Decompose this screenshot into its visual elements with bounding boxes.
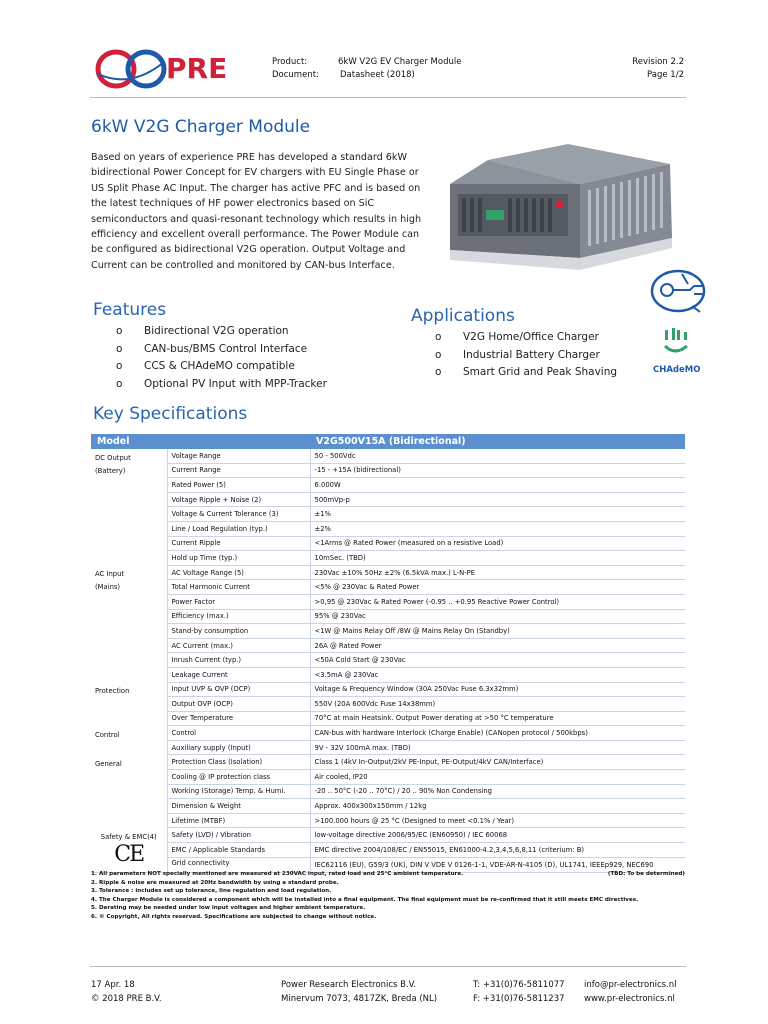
table-row	[91, 463, 685, 478]
product-image	[448, 138, 688, 283]
param-cell: Lifetime (MTBF)	[167, 813, 310, 828]
revision: Revision 2.2	[632, 57, 684, 67]
email-link[interactable]: info@pr-electronics.nl	[584, 980, 677, 990]
param-cell: Output OVP (OCP)	[167, 697, 310, 712]
param-cell: Cooling @ IP protection class	[167, 770, 310, 785]
group-label-safety	[91, 828, 167, 873]
document-label: Document:	[272, 70, 319, 80]
website-link[interactable]: www.pr-electronics.nl	[584, 993, 675, 1004]
chademo-label: CHAdeMO	[653, 365, 701, 375]
footer-date: 17 Apr. 18	[91, 980, 135, 990]
product-value: 6kW V2G EV Charger Module	[338, 57, 462, 67]
table-row	[91, 726, 685, 741]
table-row	[91, 799, 685, 814]
value-cell: 95% @ 230Vac	[310, 609, 685, 624]
company-name: Power Research Electronics B.V.	[281, 980, 417, 990]
value-cell: Approx. 400x300x150mm / 12kg	[310, 799, 685, 814]
param-cell: Voltage & Current Tolerance (3)	[167, 507, 310, 522]
fax-number: F: +31(0)76-5811237	[473, 993, 565, 1004]
table-row	[91, 740, 685, 755]
value-cell: -20 .. 50°C (-20 .. 70°C) / 20 .. 90% Non Condensing	[310, 784, 685, 799]
note-1: 1. All parameters NOT specially mentioned are measured at 230VAC input, rated load and 25°C ambient temperature. (TBD: To be determined)	[91, 871, 685, 877]
param-cell: Voltage Ripple + Noise (2)	[167, 492, 310, 507]
group-label: General	[95, 759, 122, 768]
footer-left	[91, 979, 162, 1006]
value-cell: Voltage & Frequency Window (30A 250Vac Fuse 6.3x32mm)	[310, 682, 685, 697]
value-cell: Air cooled, IP20	[310, 770, 685, 785]
param-cell: Power Factor	[167, 594, 310, 609]
application-item: o Smart Grid and Peak Shaving	[435, 366, 618, 378]
value-cell: <3.5mA @ 230Vac	[310, 667, 685, 682]
param-cell: Total Harmonic Current	[167, 580, 310, 595]
table-row	[91, 755, 685, 770]
v2g-plug-icon	[648, 266, 712, 316]
table-row	[91, 492, 685, 507]
table-row	[91, 843, 685, 858]
footer-contact	[584, 979, 677, 1006]
table-row	[91, 565, 685, 580]
footer-phone	[473, 979, 565, 1006]
value-cell: EMC directive 2004/108/EC / EN55015, EN61000-4.2,3,4,5,6,8,11 (criterium: B)	[310, 843, 685, 858]
chademo-logo-icon	[660, 328, 690, 358]
value-cell: 50 - 500Vdc	[310, 449, 685, 463]
applications-heading: Applications	[411, 306, 515, 326]
group-label: Safety & EMC(4)	[100, 832, 157, 841]
value-cell: ±2%	[310, 521, 685, 536]
param-cell: Rated Power (5)	[167, 478, 310, 493]
param-cell: Inrush Current (typ.)	[167, 653, 310, 668]
value-cell: IEC62116 (EU), G59/3 (UK), DIN V VDE V 0126-1-1, VDE-AR-N-4105 (D), UL1741, IEEEp929, NEC690	[310, 857, 685, 873]
note-5: 5. Derating may be needed under low input voltages and higher ambient temperature.	[91, 905, 366, 912]
group-label: Control	[95, 730, 120, 739]
param-cell: Control	[167, 726, 310, 741]
param-cell: Grid connectivity	[167, 857, 310, 873]
ce-mark-icon: CE	[114, 841, 144, 867]
intro-paragraph: Based on years of experience PRE has developed a standard 6kW bidirectional Power Concept for EV chargers with EU Single Phase or US Split Phase AC Input. The charger has active PFC and is based on the latest techniques of HF power electronics based on SiC semiconductors and quasi-resonant technology which results in high efficiency and excellent overall performance. The Power Module can be configured as bidirectional V2G operation. Output Voltage and Current can be controlled and monitored by CAN-bus Interface.	[91, 152, 422, 271]
value-cell: -15 - +15A (bidirectional)	[310, 463, 685, 478]
note-2: 2. Ripple & noise are measured at 20Hz bandwidth by using a standard probe.	[91, 879, 339, 886]
phone-number: T: +31(0)76-5811077	[473, 980, 565, 990]
param-cell: Hold up Time (typ.)	[167, 551, 310, 566]
param-cell: Line / Load Regulation (typ.)	[167, 521, 310, 536]
value-cell: >100.000 hours @ 25 °C (Designed to meet <0.1% / Year)	[310, 813, 685, 828]
tbd-note: (TBD: To be determined)	[607, 871, 685, 877]
param-cell: Working (Storage) Temp. & Humi.	[167, 784, 310, 799]
table-row	[91, 667, 685, 682]
param-cell: AC Voltage Range (5)	[167, 565, 310, 580]
page-title: 6kW V2G Charger Module	[91, 117, 311, 137]
table-row	[91, 697, 685, 712]
feature-item: o CCS & CHAdeMO compatible	[116, 360, 295, 372]
logo-text: PRE	[166, 52, 228, 85]
value-cell: 10mSec. (TBD)	[310, 551, 685, 566]
param-cell: Protection Class (Isolation)	[167, 755, 310, 770]
header-rule	[90, 97, 686, 98]
specs-heading: Key Specifications	[93, 404, 248, 424]
value-cell: 230Vac ±10% 50Hz ±2% (6.5kVA max.) L-N-PE	[310, 565, 685, 580]
table-row	[91, 682, 685, 697]
table-row	[91, 536, 685, 551]
value-cell: 70°C at main Heatsink. Output Power derating at >50 °C temperature	[310, 711, 685, 726]
value-cell: CAN-bus with hardware Interlock (Charge Enable) (CANopen protocol / 500kbps)	[310, 726, 685, 741]
param-cell: Over Temperature	[167, 711, 310, 726]
param-cell: Dimension & Weight	[167, 799, 310, 814]
param-cell: Auxiliary supply (Input)	[167, 740, 310, 755]
table-row	[91, 580, 685, 595]
value-cell: 550V (20A 600Vdc Fuse 14x38mm)	[310, 697, 685, 712]
table-row	[91, 813, 685, 828]
param-cell: AC Current (max.)	[167, 638, 310, 653]
table-row	[91, 638, 685, 653]
application-item: o Industrial Battery Charger	[435, 348, 600, 361]
footer-company	[281, 979, 437, 1006]
table-row	[91, 449, 685, 463]
param-cell: Leakage Current	[167, 667, 310, 682]
value-cell: 500mVp-p	[310, 492, 685, 507]
footer-rule	[90, 966, 686, 967]
application-item: o V2G Home/Office Charger	[435, 331, 599, 343]
param-cell: Efficiency (max.)	[167, 609, 310, 624]
param-cell: Voltage Range	[167, 449, 310, 463]
value-cell: Class 1 (4kV In-Output/2kV PE-Input, PE-Output/4kV CAN/Interface)	[310, 755, 685, 770]
note-4: 4. The Charger Module is considered a component which will be installed into a final equipment. The final equipment must be re-confirmed that it still meets EMC directives.	[91, 896, 639, 903]
spec-header-row	[91, 434, 685, 449]
table-row	[91, 653, 685, 668]
param-cell: Input UVP & OVP (OCP)	[167, 682, 310, 697]
param-cell: Stand-by consumption	[167, 624, 310, 639]
product-label: Product:	[272, 57, 308, 67]
spec-table	[91, 434, 685, 873]
document-value: Datasheet (2018)	[340, 70, 415, 80]
table-row	[91, 770, 685, 785]
param-cell: EMC / Applicable Standards	[167, 843, 310, 858]
col-model: Model	[91, 434, 310, 449]
col-model-value: V2G500V15A (Bidirectional)	[310, 434, 685, 449]
table-row	[91, 828, 685, 843]
table-row	[91, 594, 685, 609]
group-label: DC Output (Battery)	[95, 454, 131, 475]
feature-item: o Optional PV Input with MPP-Tracker	[116, 377, 327, 390]
value-cell: <50A Cold Start @ 230Vac	[310, 653, 685, 668]
note-3: 3. Tolerance : includes set up tolerance, line regulation and load regulation.	[91, 888, 332, 895]
table-row	[91, 521, 685, 536]
value-cell: <5% @ 230Vac & Rated Power	[310, 580, 685, 595]
group-label: Protection	[95, 687, 130, 695]
table-row	[91, 551, 685, 566]
table-row	[91, 609, 685, 624]
note-6: 6. © Copyright, All rights reserved. Specifications are subjected to change without notice.	[91, 913, 377, 920]
value-cell: <1W @ Mains Relay Off /8W @ Mains Relay On (Standby)	[310, 624, 685, 639]
param-cell: Current Ripple	[167, 536, 310, 551]
company-address: Minervum 7073, 4817ZK, Breda (NL)	[281, 993, 438, 1004]
param-cell: Safety (LVD) / Vibration	[167, 828, 310, 843]
value-cell: >0,95 @ 230Vac & Rated Power (-0.95 .. +0.95 Reactive Power Control)	[310, 594, 685, 609]
table-row	[91, 784, 685, 799]
value-cell: ±1%	[310, 507, 685, 522]
param-cell: Current Range	[167, 463, 310, 478]
features-heading: Features	[93, 300, 167, 320]
group-label: AC Input (Mains)	[95, 570, 125, 592]
table-row	[91, 507, 685, 522]
value-cell: 9V - 32V 100mA max. (TBD)	[310, 740, 685, 755]
feature-item: o CAN-bus/BMS Control Interface	[116, 342, 308, 355]
features-list	[91, 323, 327, 393]
value-cell: 26A @ Rated Power	[310, 638, 685, 653]
value-cell: 6.000W	[310, 478, 685, 493]
applications-list	[410, 329, 617, 382]
footer-copyright: © 2018 PRE B.V.	[91, 993, 162, 1004]
footnotes	[91, 870, 685, 922]
value-cell: low-voltage directive 2006/95/EC (EN60950) / IEC 60068	[310, 828, 685, 843]
feature-item: o Bidirectional V2G operation	[116, 325, 289, 337]
page-number: Page 1/2	[647, 70, 684, 80]
value-cell: <1Arms @ Rated Power (measured on a resistive Load)	[310, 536, 685, 551]
table-row	[91, 624, 685, 639]
table-row	[91, 711, 685, 726]
table-row	[91, 478, 685, 493]
